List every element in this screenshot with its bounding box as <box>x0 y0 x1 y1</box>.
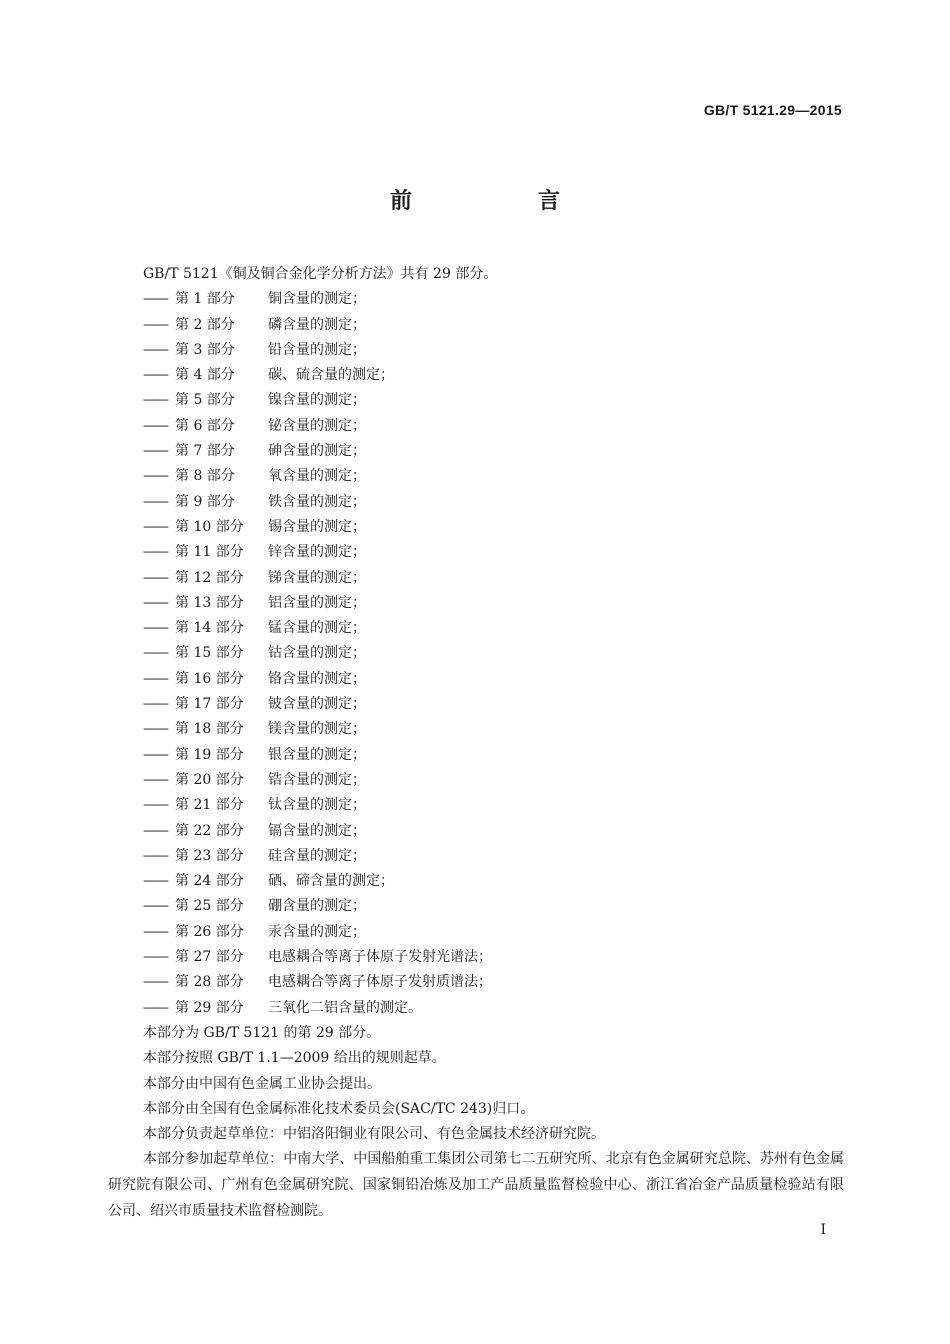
part-name: 铋含量的测定； <box>268 417 366 434</box>
list-dash: —— <box>143 417 167 434</box>
statement-paragraph: 本部分由全国有色金属标准化技术委员会(SAC/TC 243)归口。 <box>143 1100 535 1117</box>
list-item <box>108 464 844 489</box>
part-number: 第 29 部分 <box>175 999 244 1016</box>
part-number: 第 19 部分 <box>175 746 244 763</box>
part-number: 第 11 部分 <box>175 544 244 561</box>
part-number: 第 3 部分 <box>175 341 235 358</box>
list-dash: —— <box>143 696 167 713</box>
part-number: 第 21 部分 <box>175 797 244 814</box>
part-number: 第 12 部分 <box>175 569 244 586</box>
part-name: 铅含量的测定； <box>268 341 366 358</box>
part-name: 锑含量的测定； <box>268 569 366 586</box>
list-dash: —— <box>143 721 167 738</box>
part-number: 第 25 部分 <box>175 898 244 915</box>
part-number: 第 24 部分 <box>175 873 244 890</box>
list-dash: —— <box>143 594 167 611</box>
list-item <box>108 439 844 464</box>
list-item <box>108 591 844 616</box>
part-name: 钴含量的测定； <box>268 645 366 662</box>
list-item <box>108 819 844 844</box>
statement-paragraph: 本部分由中国有色金属工业协会提出。 <box>143 1075 381 1092</box>
part-name: 锌含量的测定； <box>268 544 366 561</box>
part-number: 第 1 部分 <box>175 291 235 308</box>
list-dash: —— <box>143 493 167 510</box>
parts-list <box>108 287 844 1021</box>
part-number: 第 27 部分 <box>175 949 244 966</box>
list-dash: —— <box>143 974 167 991</box>
part-name: 锆含量的测定； <box>268 771 366 788</box>
list-dash: —— <box>143 949 167 966</box>
list-dash: —— <box>143 518 167 535</box>
part-name: 三氧化二铝含量的测定。 <box>268 999 422 1016</box>
statement-paragraph: 本部分按照 GB/T 1.1—2009 给出的规则起草。 <box>143 1050 446 1067</box>
part-name: 磷含量的测定； <box>268 316 366 333</box>
part-name: 汞含量的测定； <box>268 923 366 940</box>
list-item <box>108 920 844 945</box>
list-dash: —— <box>143 898 167 915</box>
list-dash: —— <box>143 873 167 890</box>
list-dash: —— <box>143 569 167 586</box>
list-dash: —— <box>143 316 167 333</box>
list-item <box>108 566 844 591</box>
part-name: 镍含量的测定； <box>268 392 366 409</box>
part-number: 第 17 部分 <box>175 696 244 713</box>
list-item <box>108 996 844 1021</box>
part-name: 硒、碲含量的测定； <box>268 873 394 890</box>
part-name: 电感耦合等离子体原子发射光谱法； <box>268 949 492 966</box>
list-item <box>108 692 844 717</box>
list-dash: —— <box>143 771 167 788</box>
part-name: 硅含量的测定； <box>268 847 366 864</box>
standard-code: GB/T 5121.29—2015 <box>703 102 842 118</box>
list-dash: —— <box>143 468 167 485</box>
list-item <box>108 388 844 413</box>
list-item <box>108 945 844 970</box>
list-dash: —— <box>143 670 167 687</box>
list-dash: —— <box>143 443 167 460</box>
part-name: 锡含量的测定； <box>268 518 366 535</box>
part-number: 第 26 部分 <box>175 923 244 940</box>
list-dash: —— <box>143 999 167 1016</box>
part-name: 镉含量的测定； <box>268 822 366 839</box>
part-name: 碳、硫含量的测定； <box>268 367 394 384</box>
list-item <box>108 490 844 515</box>
part-number: 第 18 部分 <box>175 721 244 738</box>
part-number: 第 22 部分 <box>175 822 244 839</box>
list-item <box>108 844 844 869</box>
list-dash: —— <box>143 797 167 814</box>
part-number: 第 20 部分 <box>175 771 244 788</box>
list-dash: —— <box>143 620 167 637</box>
part-name: 硼含量的测定； <box>268 898 366 915</box>
list-dash: —— <box>143 392 167 409</box>
part-number: 第 15 部分 <box>175 645 244 662</box>
part-name: 铜含量的测定； <box>268 291 366 308</box>
part-number: 第 6 部分 <box>175 417 235 434</box>
list-item <box>108 793 844 818</box>
part-name: 铁含量的测定； <box>268 493 366 510</box>
list-dash: —— <box>143 291 167 308</box>
list-item <box>108 338 844 363</box>
statement-paragraph: 本部分负责起草单位：中铝洛阳铜业有限公司、有色金属技术经济研究院。 <box>143 1126 605 1143</box>
part-number: 第 14 部分 <box>175 620 244 637</box>
part-number: 第 5 部分 <box>175 392 235 409</box>
list-item <box>108 869 844 894</box>
list-item <box>108 717 844 742</box>
list-item <box>108 515 844 540</box>
statements-block <box>108 1021 844 1147</box>
list-item <box>108 768 844 793</box>
part-number: 第 7 部分 <box>175 443 235 460</box>
list-dash: —— <box>143 746 167 763</box>
list-item <box>108 313 844 338</box>
part-name: 钛含量的测定； <box>268 797 366 814</box>
list-dash: —— <box>143 822 167 839</box>
list-item <box>108 894 844 919</box>
part-name: 镁含量的测定； <box>268 721 366 738</box>
list-dash: —— <box>143 367 167 384</box>
part-number: 第 2 部分 <box>175 316 235 333</box>
part-number: 第 4 部分 <box>175 367 235 384</box>
part-number: 第 9 部分 <box>175 493 235 510</box>
part-number: 第 8 部分 <box>175 468 235 485</box>
part-name: 电感耦合等离子体原子发射质谱法； <box>268 974 492 991</box>
list-dash: —— <box>143 847 167 864</box>
part-number: 第 10 部分 <box>175 518 244 535</box>
foreword-body <box>108 262 844 1225</box>
page-number: I <box>820 1222 826 1238</box>
part-name: 锰含量的测定； <box>268 620 366 637</box>
list-item <box>108 641 844 666</box>
list-item <box>108 970 844 995</box>
list-dash: —— <box>143 645 167 662</box>
list-dash: —— <box>143 341 167 358</box>
part-number: 第 28 部分 <box>175 974 244 991</box>
part-name: 银含量的测定； <box>268 746 366 763</box>
part-number: 第 16 部分 <box>175 670 244 687</box>
list-dash: —— <box>143 923 167 940</box>
list-item <box>108 414 844 439</box>
intro-paragraph: GB/T 5121《铜及铜合金化学分析方法》共有 29 部分。 <box>143 266 498 282</box>
list-dash: —— <box>143 544 167 561</box>
part-name: 铝含量的测定； <box>268 594 366 611</box>
statement-paragraph: 本部分为 GB/T 5121 的第 29 部分。 <box>143 1024 381 1041</box>
list-item <box>108 540 844 565</box>
part-name: 铬含量的测定； <box>268 670 366 687</box>
part-number: 第 13 部分 <box>175 594 244 611</box>
list-item <box>108 363 844 388</box>
list-item <box>108 616 844 641</box>
part-number: 第 23 部分 <box>175 847 244 864</box>
list-item <box>108 287 844 312</box>
list-item <box>108 667 844 692</box>
part-name: 砷含量的测定； <box>268 443 366 460</box>
page-title: 前 言 <box>389 189 612 214</box>
part-name: 氧含量的测定； <box>268 468 366 485</box>
list-item <box>108 743 844 768</box>
part-name: 铍含量的测定； <box>268 696 366 713</box>
participants-paragraph: 本部分参加起草单位：中南大学、中国船舶重工集团公司第七二五研究所、北京有色金属研究总院、苏州有色金属研究院有限公司、广州有色金属研究院、国家铜铅冶炼及加工产品质量监督检验中心、浙江省冶金产品质量检验站有限公司、绍兴市质量技术监督检测院。 <box>108 1151 844 1219</box>
